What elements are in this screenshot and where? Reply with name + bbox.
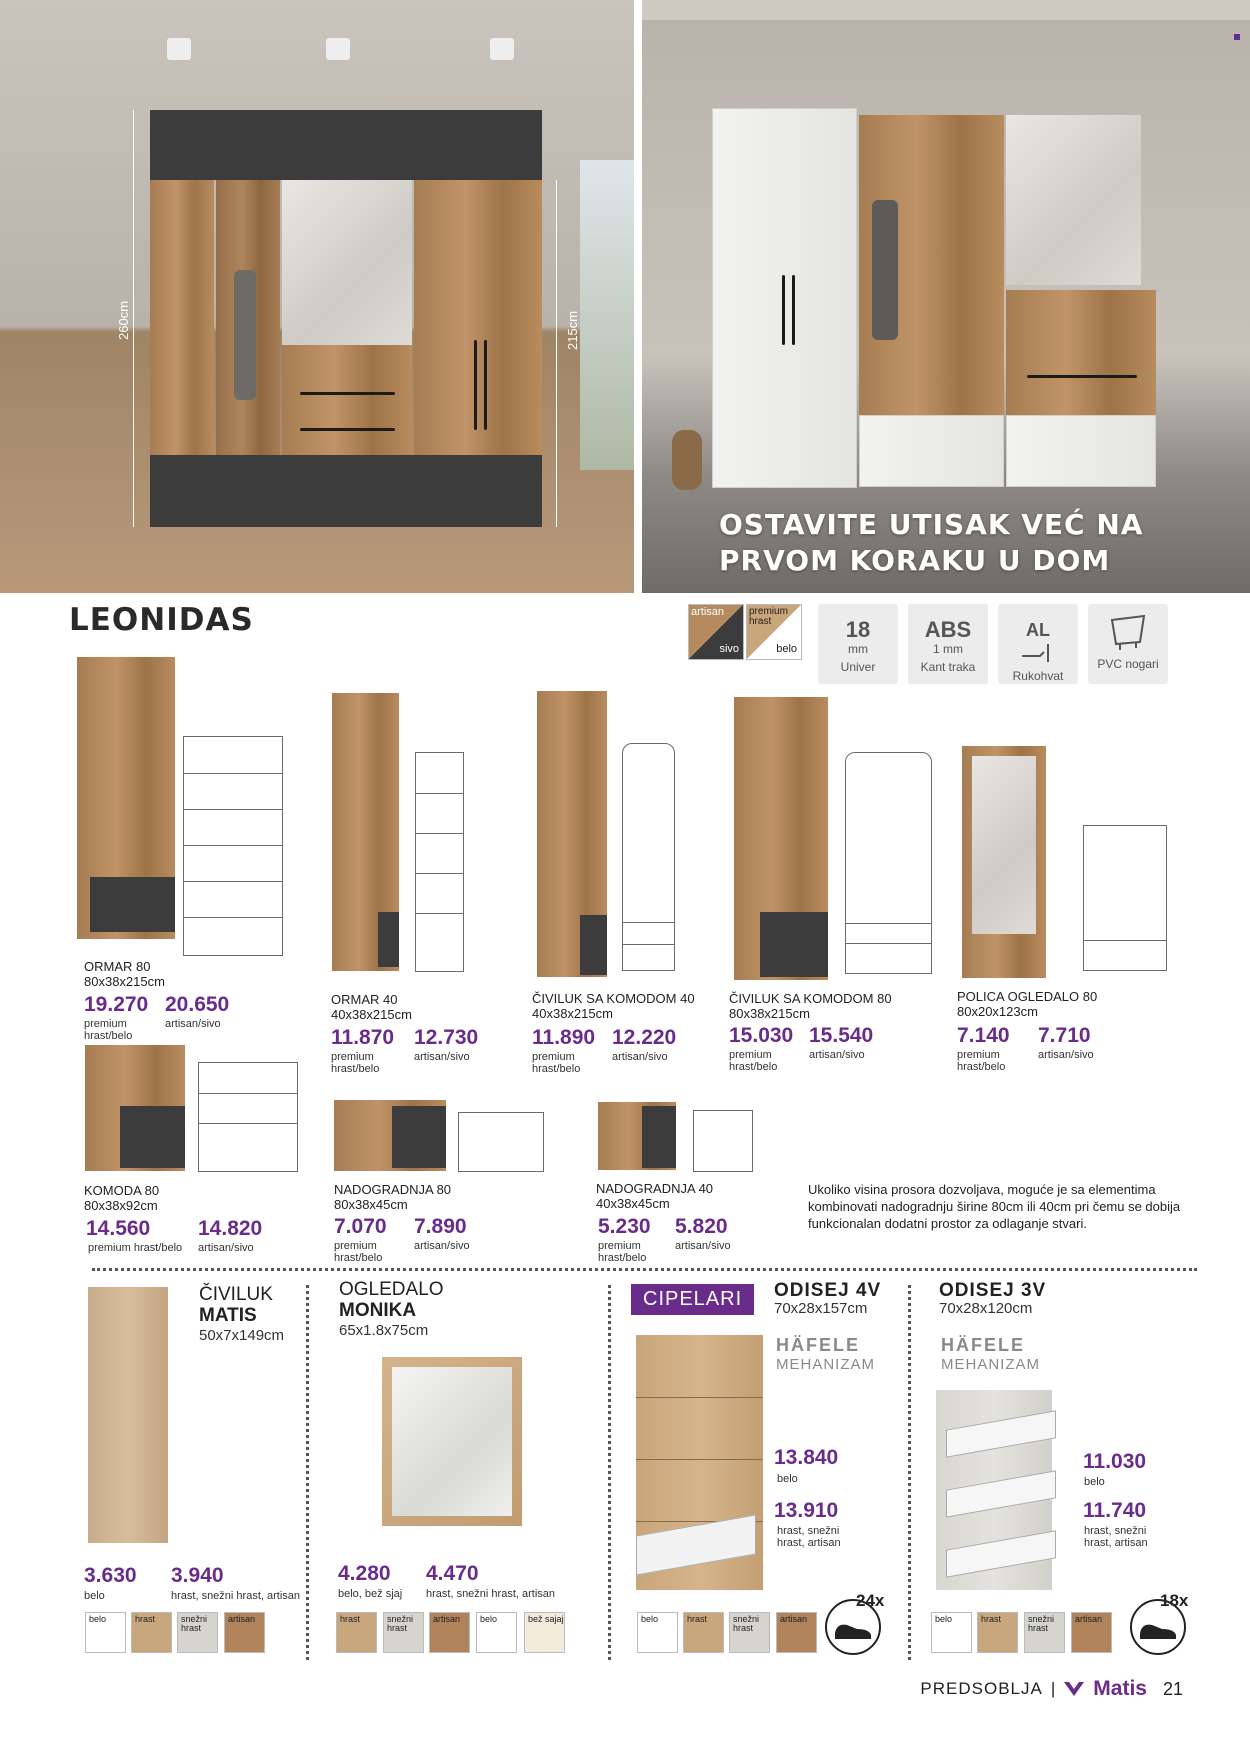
handle <box>792 275 795 345</box>
color-chip-belo <box>476 1612 517 1653</box>
odisej4v-price2: 13.910 <box>774 1499 839 1522</box>
nadogradnja40-name <box>596 1181 713 1211</box>
odisej4v-label2: hrast, snežni hrast, artisan <box>777 1525 841 1549</box>
ormar80-drawing <box>183 736 283 956</box>
chip-label: belo <box>480 1614 498 1624</box>
upper-cabinets <box>150 110 542 180</box>
civiluk40-label1: premium hrast/belo <box>532 1051 581 1075</box>
color-chip-snezni-hrast <box>177 1612 218 1653</box>
polica-price2: 7.710 <box>1038 1024 1091 1047</box>
title-line1: OGLEDALO <box>339 1279 444 1300</box>
odisej4v-price1: 13.840 <box>774 1446 839 1469</box>
product-name: ORMAR 40 <box>331 992 398 1007</box>
handle <box>782 275 785 345</box>
handle <box>300 428 395 431</box>
product-name: NADOGRADNJA 80 <box>334 1182 452 1197</box>
odisej3v-dims: 70x28x120cm <box>939 1300 1033 1317</box>
odisej3v-count: 18x <box>1160 1591 1189 1610</box>
bottom-cabinets <box>150 455 542 527</box>
hero-headline-line2: PRVOM KORAKU U DOM <box>719 544 1111 577</box>
product-dims: 80x38x92cm <box>84 1198 158 1213</box>
product-name: NADOGRADNJA 40 <box>596 1181 714 1196</box>
color-chip-belo <box>85 1612 126 1653</box>
color-chip-hrast <box>683 1612 724 1653</box>
komoda-drawing <box>198 1062 298 1172</box>
mirror <box>1006 115 1141 285</box>
wardrobe-doors-right <box>414 180 542 455</box>
komoda-price1: 14.560 <box>86 1217 151 1240</box>
window <box>580 160 634 470</box>
civiluk80-label1: premium hrast/belo <box>729 1049 778 1073</box>
product-dims: 40x38x45cm <box>596 1196 670 1211</box>
product-name: POLICA OGLEDALO 80 <box>957 989 1098 1004</box>
color-chip-snezni-hrast <box>1024 1612 1065 1653</box>
civiluk40-price2: 12.220 <box>612 1026 677 1049</box>
civiluk40-drawer <box>580 915 607 975</box>
footer-section: PREDSOBLJA <box>920 1679 1043 1698</box>
chip-label: belo <box>935 1614 953 1624</box>
spec-label: Kant traka <box>920 660 976 674</box>
polica-mirror <box>972 756 1036 934</box>
finish-top-label: premium hrast <box>749 606 788 627</box>
nadogradnja80-price2: 7.890 <box>414 1215 467 1238</box>
product-name: ORMAR 80 <box>84 959 151 974</box>
spec-label: Rukohvat <box>1012 669 1064 683</box>
shoe-cabinet-right <box>1006 415 1156 487</box>
finish-top-label: artisan <box>691 606 725 618</box>
cipelari-tag: CIPELARI <box>631 1284 754 1315</box>
ormar40-base <box>378 912 399 967</box>
ormar40-price2: 12.730 <box>414 1026 479 1049</box>
civiluk40-name <box>532 991 695 1021</box>
product-dims: 80x38x45cm <box>334 1197 408 1212</box>
nadogradnja80-price1: 7.070 <box>334 1215 387 1238</box>
hafele-brand: HÄFELE <box>776 1335 860 1355</box>
civiluk-matis-render <box>88 1287 168 1543</box>
info-text: Ukoliko visina prosora dozvoljava, moguće je sa elementima kombinovati nadogradnju širine 80cm ili 40cm pri čemu se dobija funkcionalan dodatni prostor za odlaganje stvari. <box>808 1182 1181 1231</box>
color-chip-bez-sjaj <box>524 1612 565 1653</box>
divider <box>608 1285 611 1660</box>
ormar80-base <box>90 877 175 932</box>
page-number: 21 <box>1162 1678 1183 1699</box>
product-dims: 40x38x215cm <box>331 1007 412 1022</box>
hero-photo-right <box>642 0 1250 593</box>
polica-price1: 7.140 <box>957 1024 1010 1047</box>
product-dims: 40x38x215cm <box>532 1006 613 1021</box>
nadogradnja80-door <box>392 1106 446 1168</box>
finish-swatch-artisan-sivo <box>688 604 744 660</box>
odisej3v-price2: 11.740 <box>1083 1499 1147 1522</box>
civiluk80-price2: 15.540 <box>809 1024 874 1047</box>
chip-label: hrast <box>135 1614 156 1624</box>
color-chip-artisan <box>224 1612 265 1653</box>
spec-label: Univer <box>840 660 876 674</box>
ormar40-name <box>331 992 412 1022</box>
odisej3v-price1: 11.030 <box>1083 1450 1147 1473</box>
matis-logo-icon <box>1063 1680 1085 1698</box>
drawer-unit <box>1006 290 1156 415</box>
civiluk-matis-title <box>199 1284 273 1326</box>
nadogradnja80-drawing <box>458 1112 544 1172</box>
polica-name <box>957 989 1097 1019</box>
coat <box>234 270 256 400</box>
ormar40-price1: 11.870 <box>331 1026 395 1049</box>
ormar40-label2: artisan/sivo <box>414 1051 470 1063</box>
spec-label: PVC nogari <box>1097 657 1159 671</box>
dimension-line <box>556 180 557 527</box>
hafele-brand: HÄFELE <box>941 1335 1025 1355</box>
ormar80-price1: 19.270 <box>84 993 149 1016</box>
polica-drawing <box>1083 825 1167 971</box>
finish-bottom-label: belo <box>776 643 797 655</box>
coat <box>872 200 898 340</box>
color-chip-hrast <box>131 1612 172 1653</box>
product-name: ČIVILUK SA KOMODOM 40 <box>532 991 695 1006</box>
color-chip-belo <box>931 1612 972 1653</box>
civiluk80-name <box>729 991 892 1021</box>
komoda-name <box>84 1183 159 1213</box>
ogledalo-price1: 4.280 <box>338 1562 391 1585</box>
chip-label: snežni hrast <box>181 1614 208 1633</box>
chip-label: hrast <box>340 1614 361 1624</box>
title-line2: MONIKA <box>339 1300 417 1321</box>
hafele-mechanism: MEHANIZAM <box>776 1356 875 1373</box>
color-chip-hrast <box>977 1612 1018 1653</box>
chip-label: belo <box>641 1614 659 1624</box>
nadogradnja40-price1: 5.230 <box>598 1215 651 1238</box>
ceiling <box>642 0 1250 20</box>
chip-label: snežni hrast <box>733 1614 760 1633</box>
chip-label: belo <box>89 1614 107 1624</box>
footer-brand: Matis <box>1093 1677 1147 1700</box>
polica-label1: premium hrast/belo <box>957 1049 1006 1073</box>
komoda-label1: premium hrast/belo <box>88 1242 183 1254</box>
odisej3v-hafele <box>941 1335 1040 1375</box>
spec-kant-traka <box>908 604 988 684</box>
chip-label: artisan <box>228 1614 256 1624</box>
mirror <box>282 180 412 345</box>
divider <box>92 1268 1197 1271</box>
color-chip-artisan <box>776 1612 817 1653</box>
civiluk-matis-price2: 3.940 <box>171 1564 224 1587</box>
civiluk40-price1: 11.890 <box>532 1026 596 1049</box>
page-footer <box>920 1677 1183 1701</box>
ogledalo-monika-title <box>339 1279 444 1321</box>
ogledalo-label1: belo, bež sjaj <box>338 1588 403 1600</box>
color-chip-artisan <box>429 1612 470 1653</box>
odisej4v-count: 24x <box>856 1591 885 1610</box>
chip-label: snežni hrast <box>1028 1614 1055 1633</box>
polica-label2: artisan/sivo <box>1038 1049 1094 1061</box>
ormar80-name <box>84 959 165 989</box>
nadogradnja40-price2: 5.820 <box>675 1215 728 1238</box>
chip-label: artisan <box>1075 1614 1103 1624</box>
dimension-215: 215cm <box>565 310 580 350</box>
nadogradnja80-name <box>334 1182 451 1212</box>
hero-photo-left <box>0 0 634 593</box>
civiluk80-drawer <box>760 912 828 977</box>
civiluk-matis-label2: hrast, snežni hrast, artisan <box>171 1590 301 1602</box>
chip-label: bež sajaj <box>528 1614 564 1624</box>
ogledalo-label2: hrast, snežni hrast, artisan <box>426 1588 556 1600</box>
odisej4v-label1: belo <box>777 1473 798 1485</box>
product-name: ČIVILUK SA KOMODOM 80 <box>729 991 892 1006</box>
handle <box>484 340 487 430</box>
nadogradnja40-drawing <box>693 1110 753 1172</box>
handle-icon <box>1018 642 1058 664</box>
footer-separator: | <box>1050 1679 1056 1698</box>
wardrobe-door-left <box>150 180 214 455</box>
komoda-price2: 14.820 <box>198 1217 263 1240</box>
nadogradnja80-label1: premium hrast/belo <box>334 1240 383 1264</box>
hero-headline <box>719 507 1143 579</box>
civiluk80-drawing <box>845 752 932 974</box>
brand-dot <box>1234 34 1240 40</box>
civiluk-matis-dims: 50x7x149cm <box>199 1327 285 1344</box>
handle <box>1027 375 1137 378</box>
spec-value: 18 <box>845 617 871 642</box>
civiluk80-label2: artisan/sivo <box>809 1049 865 1061</box>
chip-label: artisan <box>433 1614 461 1624</box>
civiluk-matis-price1: 3.630 <box>84 1564 137 1587</box>
spec-value: ABS <box>924 617 972 642</box>
odisej4v-hafele <box>776 1335 875 1375</box>
ogledalo-monika-render <box>382 1357 522 1526</box>
title-line1: ČIVILUK <box>199 1284 273 1305</box>
komoda-label2: artisan/sivo <box>198 1242 254 1254</box>
finish-swatch-premium-belo <box>746 604 802 660</box>
civiluk40-drawing <box>622 743 675 971</box>
civiluk80-price1: 15.030 <box>729 1024 794 1047</box>
drawer-unit <box>282 345 412 455</box>
ormar40-drawing <box>415 752 464 972</box>
product-dims: 80x38x215cm <box>729 1006 810 1021</box>
color-chip-snezni-hrast <box>383 1612 424 1653</box>
divider <box>306 1285 309 1660</box>
ceiling-light <box>326 38 350 60</box>
divider <box>908 1285 911 1660</box>
spec-rukohvat <box>998 604 1078 684</box>
section-title: LEONIDAS <box>69 602 254 638</box>
spec-pvc-nogari <box>1088 604 1168 684</box>
shoe-cabinet <box>859 415 1004 487</box>
dimension-260: 260cm <box>116 300 131 340</box>
handle <box>300 392 395 395</box>
ceiling-light <box>490 38 514 60</box>
nadogradnja40-door <box>642 1106 676 1168</box>
spec-unit: mm <box>848 642 868 656</box>
komoda-door <box>120 1106 185 1168</box>
product-dims: 80x38x215cm <box>84 974 165 989</box>
ceiling-light <box>167 38 191 60</box>
ormar40-label1: premium hrast/belo <box>331 1051 380 1075</box>
nadogradnja80-label2: artisan/sivo <box>414 1240 470 1252</box>
title-line2: MATIS <box>199 1305 257 1326</box>
ormar80-price2: 20.650 <box>165 993 230 1016</box>
chip-label: artisan <box>780 1614 808 1624</box>
chip-label: snežni hrast <box>387 1614 414 1633</box>
odisej3v-label1: belo <box>1084 1476 1105 1488</box>
odisej4v-title: ODISEJ 4V <box>774 1280 882 1301</box>
ormar80-label1: premium hrast/belo <box>84 1018 133 1042</box>
ogledalo-monika-dims: 65x1.8x75cm <box>339 1322 429 1339</box>
chip-label: hrast <box>981 1614 1002 1624</box>
handle <box>474 340 477 430</box>
nadogradnja40-label2: artisan/sivo <box>675 1240 731 1252</box>
civiluk-matis-label1: belo <box>84 1590 105 1602</box>
dimension-line <box>133 110 134 527</box>
ormar80-label2: artisan/sivo <box>165 1018 221 1030</box>
hafele-mechanism: MEHANIZAM <box>941 1356 1040 1373</box>
color-chip-snezni-hrast <box>729 1612 770 1653</box>
pvc-leg-icon <box>1106 612 1150 652</box>
finish-bottom-label: sivo <box>719 643 739 655</box>
civiluk40-label2: artisan/sivo <box>612 1051 668 1063</box>
nadogradnja40-label1: premium hrast/belo <box>598 1240 647 1264</box>
color-chip-artisan <box>1071 1612 1112 1653</box>
product-name: KOMODA 80 <box>84 1183 160 1198</box>
spec-value: AL <box>1026 620 1050 640</box>
vase <box>672 430 702 490</box>
odisej4v-dims: 70x28x157cm <box>774 1300 868 1317</box>
ogledalo-price2: 4.470 <box>426 1562 479 1585</box>
spec-unit: 1 mm <box>933 642 963 656</box>
odisej4v-render <box>636 1335 763 1590</box>
odisej3v-render <box>936 1390 1052 1590</box>
spec-univer <box>818 604 898 684</box>
color-chip-belo <box>637 1612 678 1653</box>
odisej3v-title: ODISEJ 3V <box>939 1280 1047 1301</box>
color-chip-hrast <box>336 1612 377 1653</box>
chip-label: hrast <box>687 1614 708 1624</box>
product-dims: 80x20x123cm <box>957 1004 1038 1019</box>
odisej3v-label2: hrast, snežni hrast, artisan <box>1084 1525 1148 1549</box>
hero-headline-line1: OSTAVITE UTISAK VEĆ NA <box>719 508 1144 541</box>
